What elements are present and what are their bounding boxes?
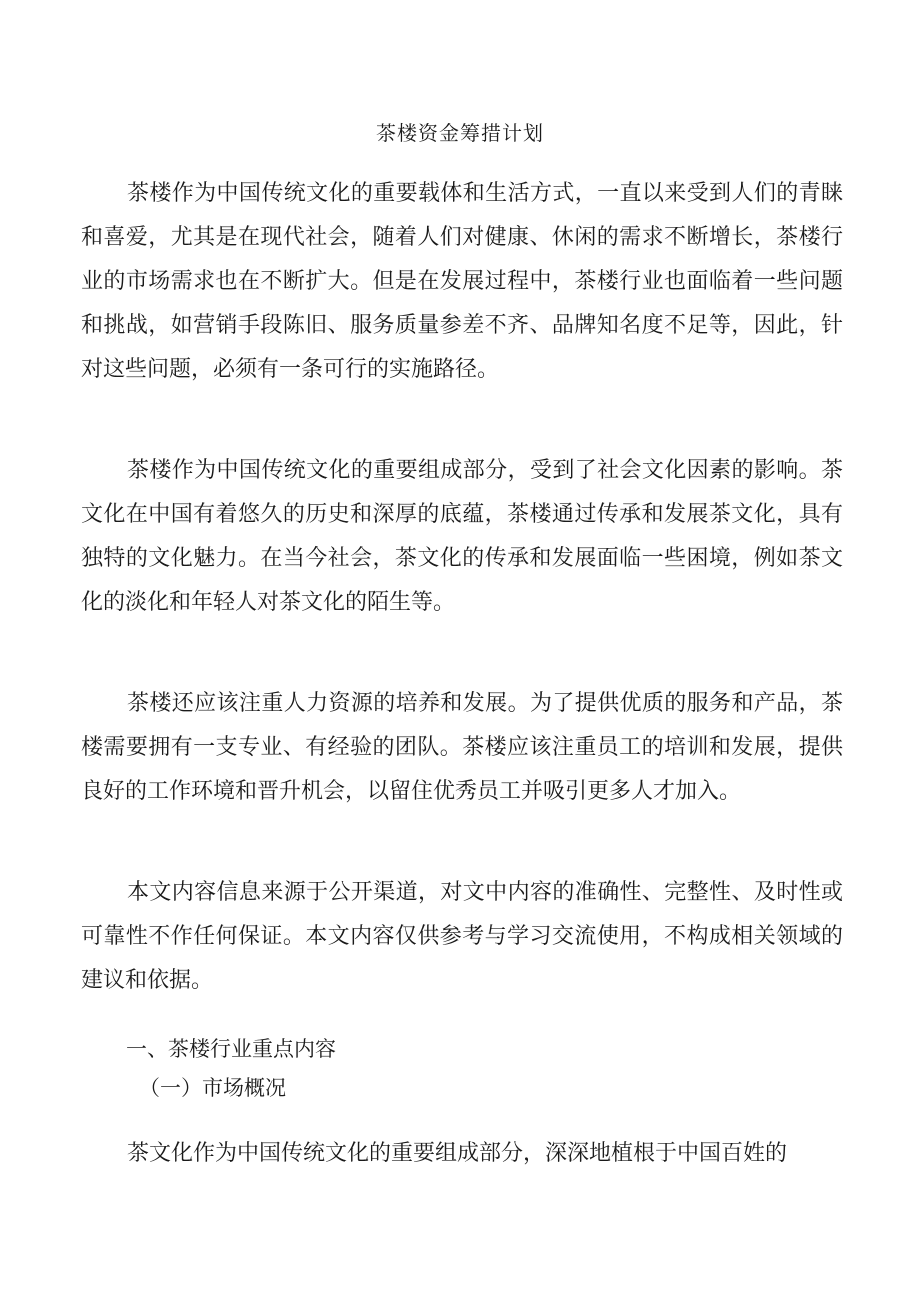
document-title: 茶楼资金筹措计划 (376, 121, 544, 145)
paragraph-intro: 茶楼作为中国传统文化的重要载体和生活方式，一直以来受到人们的青睐和喜爱，尤其是在现代社会，随着人们对健康、休闲的需求不断增长，茶楼行业的市场需求也在不断扩大。但是在发展过程中，茶楼行业也面临着一些问题和挑战，如营销手段陈旧、服务质量参差不齐、品牌知名度不足等，因此，针对这些问题，必须有一条可行的实施路径。 (81, 181, 843, 382)
paragraph-disclaimer: 本文内容信息来源于公开渠道，对文中内容的准确性、完整性、及时性或可靠性不作任何保证。本文内容仅供参考与学习交流使用，不构成相关领域的建议和依据。 (81, 880, 843, 993)
section-heading: 一、茶楼行业重点内容 (126, 1037, 336, 1061)
paragraph-market-overview: 茶文化作为中国传统文化的重要组成部分，深深地植根于中国百姓的 (127, 1141, 788, 1166)
subsection-heading: （一）市场概况 (139, 1076, 286, 1100)
paragraph-culture: 茶楼作为中国传统文化的重要组成部分，受到了社会文化因素的影响。茶文化在中国有着悠久的历史和深厚的底蕴，茶楼通过传承和发展茶文化，具有独特的文化魅力。在当今社会，茶文化的传承和发展面临一些困境，例如茶文化的淡化和年轻人对茶文化的陌生等。 (81, 458, 843, 615)
paragraph-human-resources: 茶楼还应该注重人力资源的培养和发展。为了提供优质的服务和产品，茶楼需要拥有一支专业、有经验的团队。茶楼应该注重员工的培训和发展，提供良好的工作环境和晋升机会，以留住优秀员工并吸引更多人才加入。 (81, 691, 843, 804)
